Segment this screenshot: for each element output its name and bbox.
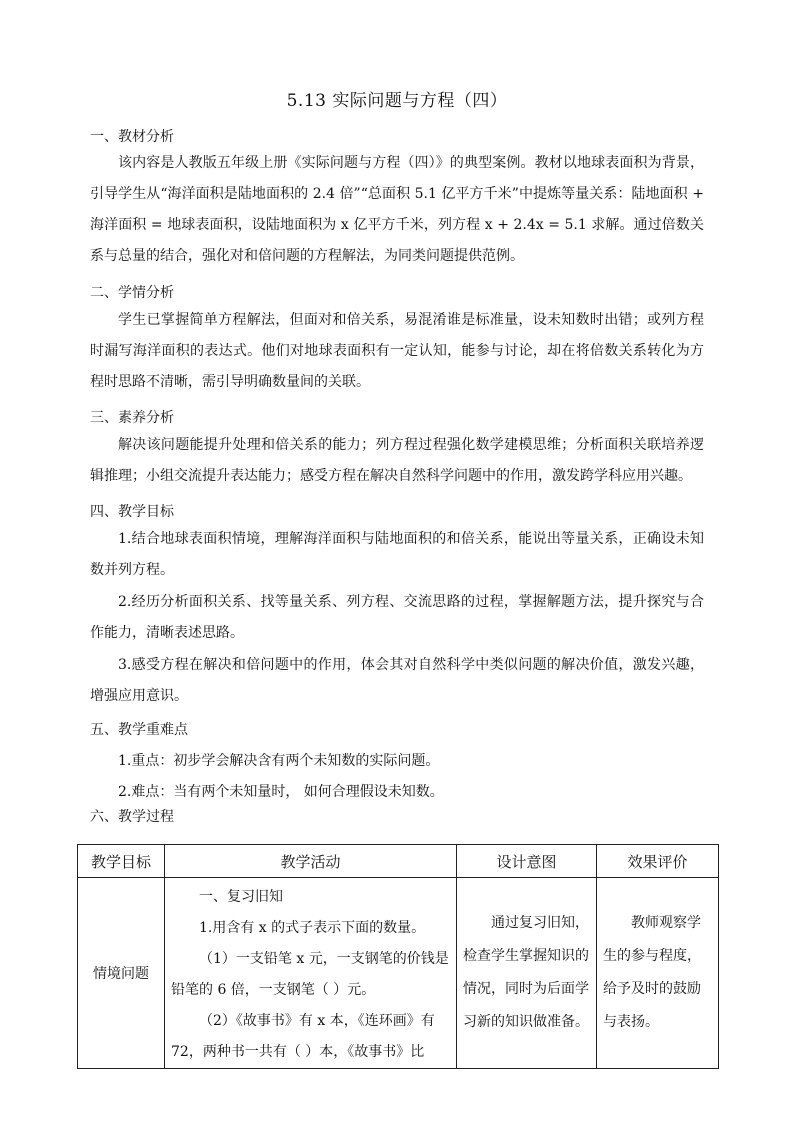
table-cell-goal: 情境问题 xyxy=(78,878,165,1069)
paragraph-student-analysis: 学生已掌握简单方程解法，但面对和倍关系，易混淆谁是标准量，设未知数时出错；或列方程时漏写海洋面积的表达式。他们对地球表面积有一定认知，能参与讨论，却在将倍数关系转化为方程时思路不清晰，需引导明确数量间的关联。 xyxy=(90,312,704,390)
section-heading-key-difficult: 五、教学重难点 xyxy=(90,722,188,738)
activity-line: （2）《故事书》有 x 本，《连环画》有 72，两种书一共有（ ）本，《故事书》比 xyxy=(171,1013,435,1060)
table-header-row xyxy=(78,845,719,878)
activity-line: 1.用含有 x 的式子表示下面的数量。 xyxy=(199,920,426,936)
intent-text: 通过复习旧知，检查学生掌握知识的情况，同时为后面学习新的知识做准备。 xyxy=(463,915,589,1030)
section-heading-textbook-analysis: 一、教材分析 xyxy=(90,129,174,145)
key-point: 1.重点：初步学会解决含有两个未知数的实际问题。 xyxy=(118,753,440,769)
table-header-activity: 教学活动 xyxy=(165,845,457,878)
difficult-point: 2.难点：当有两个未知量时， 如何合理假设未知数。 xyxy=(118,784,444,800)
table-header-evaluation: 效果评价 xyxy=(597,845,719,878)
section-heading-student-analysis: 二、学情分析 xyxy=(90,285,174,301)
table-header-intent: 设计意图 xyxy=(457,845,597,878)
document-title: 5.13 实际问题与方程（四） xyxy=(286,91,508,111)
table-row xyxy=(78,878,719,1069)
table-cell-activity xyxy=(165,878,457,1069)
table-header-goal: 教学目标 xyxy=(78,845,165,878)
teaching-goal-3: 3.感受方程在解决和倍问题中的作用，体会其对自然科学中类似问题的解决价值，激发兴趣，增强应用意识。 xyxy=(90,657,704,704)
table-cell-intent xyxy=(457,878,597,1069)
activity-line: 一、复习旧知 xyxy=(199,889,283,905)
teaching-process-table xyxy=(77,844,719,1069)
table-cell-evaluation xyxy=(597,878,719,1069)
teaching-goal-2: 2.经历分析面积关系、找等量关系、列方程、交流思路的过程，掌握解题方法，提升探究与合作能力，清晰表述思路。 xyxy=(90,594,704,641)
evaluation-text: 教师观察学生的参与程度，给予及时的鼓励与表扬。 xyxy=(603,915,701,1030)
section-heading-teaching-goals: 四、教学目标 xyxy=(90,504,174,520)
teaching-goal-1: 1.结合地球表面积情境，理解海洋面积与陆地面积的和倍关系，能说出等量关系，正确设未知数并列方程。 xyxy=(90,531,704,578)
paragraph-literacy-analysis: 解决该问题能提升处理和倍关系的能力；列方程过程强化数学建模思维；分析面积关联培养逻辑推理；小组交流提升表达能力；感受方程在解决自然科学问题中的作用，激发跨学科应用兴趣。 xyxy=(90,437,704,484)
section-heading-literacy-analysis: 三、素养分析 xyxy=(90,410,174,426)
activity-line: （1）一支铅笔 x 元，一支钢笔的价钱是铅笔的 6 倍，一支钢笔（ ）元。 xyxy=(171,951,449,998)
paragraph-textbook-analysis: 该内容是人教版五年级上册《实际问题与方程（四）》的典型案例。教材以地球表面积为背景，引导学生从“海洋面积是陆地面积的 2.4 倍”“总面积 5.1 亿平方千米”中提炼等量关系：陆地面积 + 海洋面积 = 地球表面积，设陆地面积为 x 亿平方千米，列方程 x + 2.4x = 5.1 求解。通过倍数关系与总量的结合，强化对和倍问题的方程解法，为同类问题提供范例。 xyxy=(90,155,704,264)
section-heading-teaching-process: 六、教学过程 xyxy=(90,809,174,825)
